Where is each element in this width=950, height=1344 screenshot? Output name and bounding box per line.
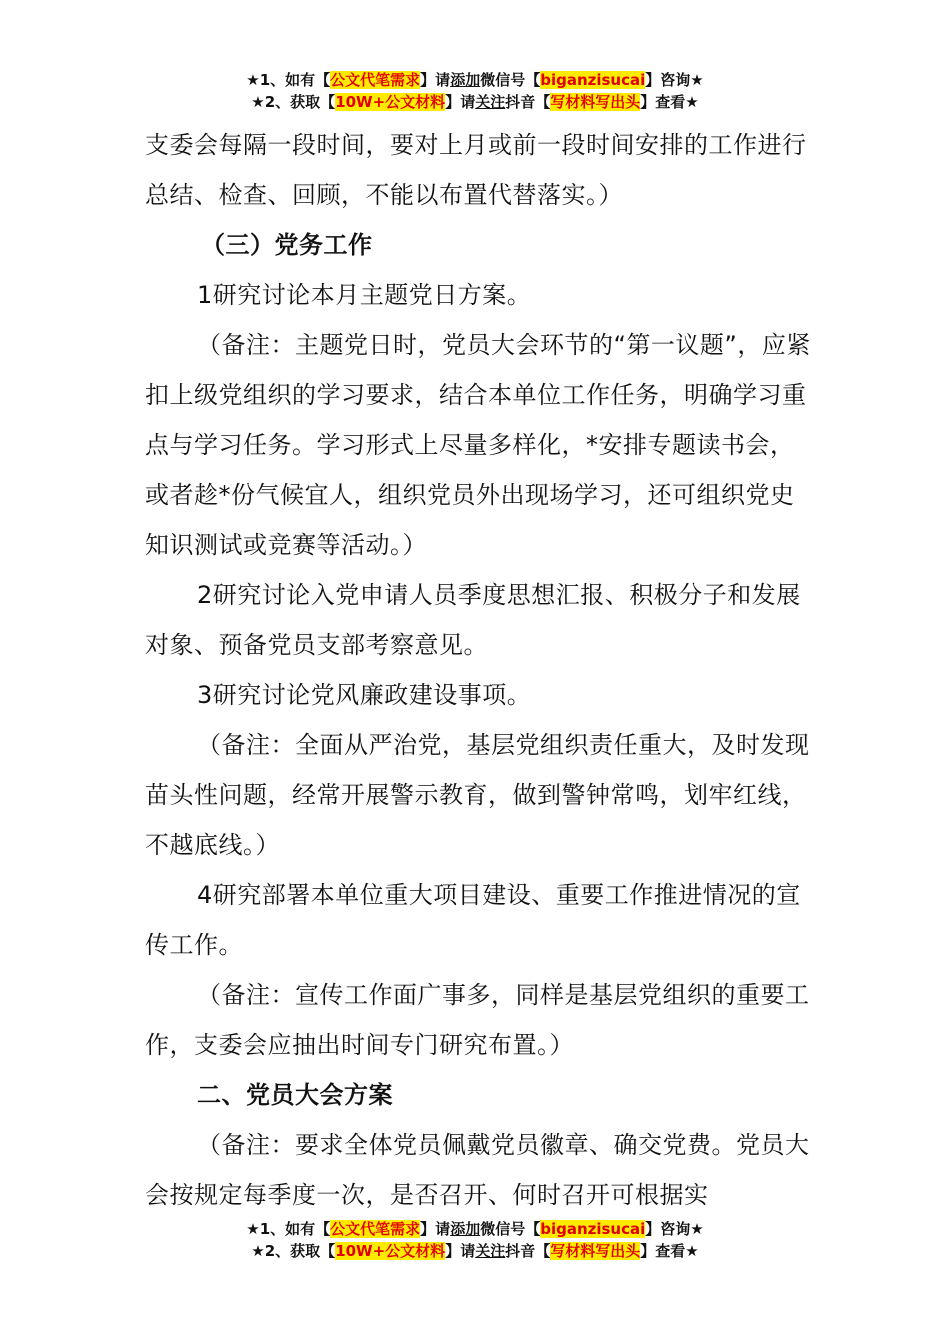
banner-text: ★1、如有【 (246, 71, 331, 89)
banner-text: 】查看★ (640, 93, 699, 111)
underlined-text: 关注 (475, 93, 506, 111)
banner-text: 】请 (445, 1242, 476, 1260)
highlight-materials: 10W+公文材料 (335, 1242, 446, 1260)
banner-text: 微信号【 (480, 1220, 541, 1238)
banner-text: ★1、如有【 (246, 1220, 331, 1238)
highlight-service: 公文代笔需求 (330, 71, 421, 89)
header-banner (0, 69, 950, 113)
list-item: 1研究讨论本月主题党日方案。 (197, 281, 532, 309)
section-heading: 二、党员大会方案 (197, 1081, 393, 1109)
highlight-douyin: 写材料写出头 (550, 93, 641, 111)
banner-text: 】请 (420, 71, 451, 89)
list-item: 4研究部署本单位重大项目建设、重要工作推进情况的宣传工作。 (145, 881, 801, 959)
paragraph: 支委会每隔一段时间，要对上月或前一段时间安排的工作进行总结、检查、回顾，不能以布置代替落实。） (145, 131, 807, 209)
banner-text: 】咨询★ (645, 71, 704, 89)
note-paragraph: （备注：主题党日时，党员大会环节的“第一议题”，应紧扣上级党组织的学习要求，结合本单位工作任务，明确学习重点与学习任务。学习形式上尽量多样化，*安排专题读书会，或者趁*份气候宜人，组织党员外出现场学习，还可组织党史知识测试或竞赛等活动。） (145, 331, 811, 559)
highlight-service: 公文代笔需求 (330, 1220, 421, 1238)
highlight-douyin: 写材料写出头 (550, 1242, 641, 1260)
underlined-text: 关注 (475, 1242, 506, 1260)
underlined-text: 添加 (450, 71, 481, 89)
highlight-wechat-id: biganzisucai (540, 71, 646, 89)
list-item: 3研究讨论党风廉政建设事项。 (197, 681, 532, 709)
section-heading: （三）党务工作 (201, 231, 373, 259)
banner-text: ★2、获取【 (251, 93, 336, 111)
banner-text: 】查看★ (640, 1242, 699, 1260)
banner-line-2 (0, 91, 950, 113)
banner-text: 微信号【 (480, 71, 541, 89)
footer-banner (0, 1218, 950, 1262)
banner-line-1 (0, 69, 950, 91)
banner-text: ★2、获取【 (251, 1242, 336, 1260)
note-paragraph: （备注：要求全体党员佩戴党员徽章、确交党费。党员大会按规定每季度一次，是否召开、何时召开可根据实 (145, 1131, 810, 1209)
banner-text: 】请 (445, 93, 476, 111)
banner-line-2 (0, 1240, 950, 1262)
highlight-materials: 10W+公文材料 (335, 93, 446, 111)
document-body (145, 120, 815, 1220)
banner-text: 抖音【 (505, 93, 551, 111)
banner-text: 】咨询★ (645, 1220, 704, 1238)
banner-text: 】请 (420, 1220, 451, 1238)
note-paragraph: （备注：宣传工作面广事多，同样是基层党组织的重要工作，支委会应抽出时间专门研究布置。） (145, 981, 810, 1059)
banner-text: 抖音【 (505, 1242, 551, 1260)
list-item: 2研究讨论入党申请人员季度思想汇报、积极分子和发展对象、预备党员支部考察意见。 (145, 581, 801, 659)
highlight-wechat-id: biganzisucai (540, 1220, 646, 1238)
note-paragraph: （备注：全面从严治党，基层党组织责任重大，及时发现苗头性问题，经常开展警示教育，做到警钟常鸣，划牢红线，不越底线。） (145, 731, 810, 859)
banner-line-1 (0, 1218, 950, 1240)
underlined-text: 添加 (450, 1220, 481, 1238)
